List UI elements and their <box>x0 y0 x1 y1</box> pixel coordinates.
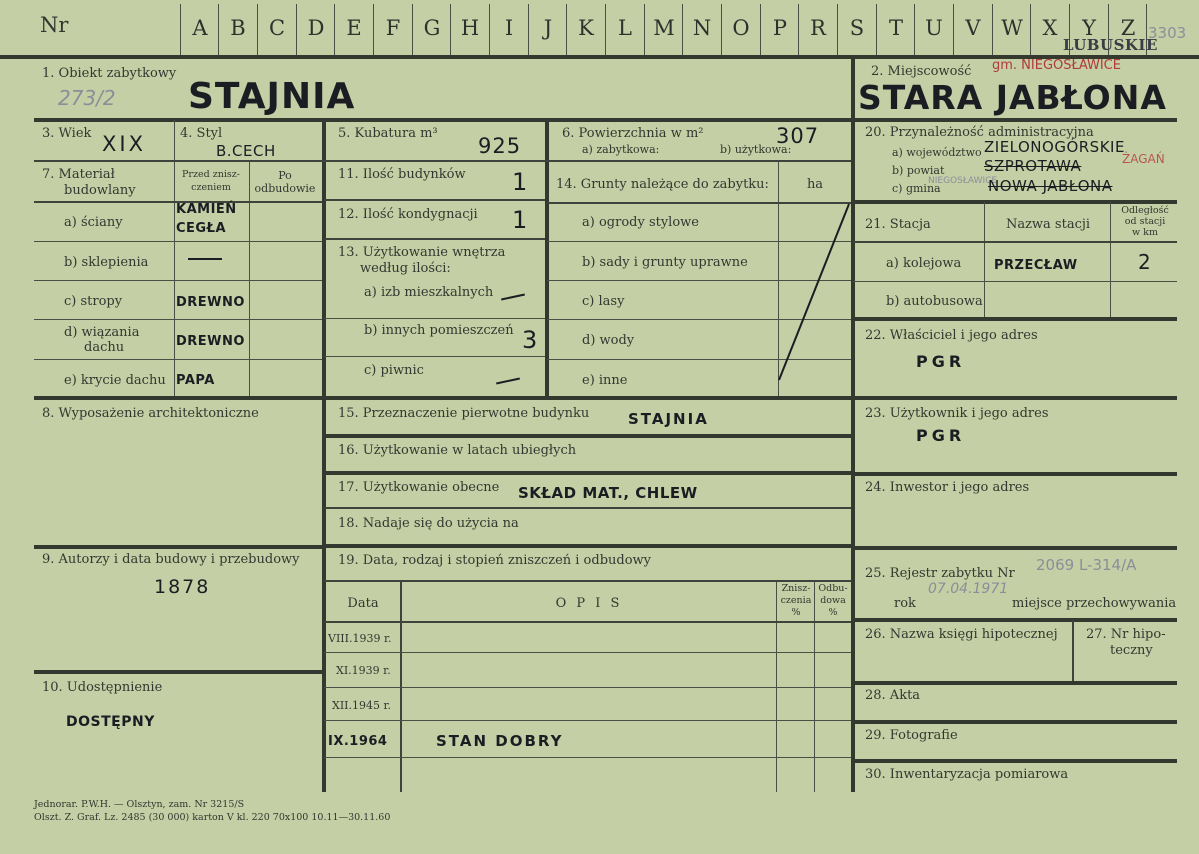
letter-divider <box>992 4 993 56</box>
autobusowa-label: b) autobusowa <box>886 294 983 309</box>
letter-n: N <box>692 16 712 40</box>
letter-s: S <box>849 16 865 40</box>
letter-divider <box>257 4 258 56</box>
letter-i: I <box>504 16 514 40</box>
rejestr-label: 25. Rejestr zabytku Nr <box>865 566 1015 581</box>
letter-divider <box>489 4 490 56</box>
letter-divider <box>218 4 219 56</box>
zniszczenia-col-odbud-2: dowa <box>820 595 846 606</box>
gmina-label: c) gmina <box>892 182 941 195</box>
letter-y: Y <box>1082 16 1096 40</box>
material-wiazania-before: DREWNO <box>176 334 245 349</box>
letter-z: Z <box>1120 16 1136 40</box>
material-sklepienia-before <box>188 258 222 260</box>
rejestr-rok-label: rok <box>894 596 916 611</box>
material-col-before-1: Przed znisz- <box>182 169 240 180</box>
wlasciciel-value: PGR <box>916 352 966 371</box>
grunty-row-sady: b) sady i grunty uprawne <box>582 255 748 270</box>
hipoteka-label-2: teczny <box>1110 643 1153 658</box>
material-row-stropy: c) stropy <box>64 294 123 309</box>
left-column-divider <box>322 120 326 792</box>
letter-j: J <box>543 16 553 40</box>
kolejowa-label: a) kolejowa <box>886 256 962 271</box>
letter-divider <box>876 4 877 56</box>
powierzchnia-label: 6. Powierzchnia w m² <box>562 126 704 141</box>
grunty-label: 14. Grunty należące do zabytku: <box>556 177 769 192</box>
material-col-after-1: Po <box>278 169 292 182</box>
zniszczenia-row-4-date: IX.1964 <box>328 734 388 749</box>
obiekt-pencil-number: 273/2 <box>58 86 116 110</box>
udostepnienie-label: 10. Udostępnienie <box>42 680 163 695</box>
wlasciciel-label: 22. Właściciel i jego adres <box>865 328 1038 343</box>
letter-p: P <box>772 16 788 40</box>
obecne-label: 17. Użytkowanie obecne <box>338 480 500 495</box>
letter-l: L <box>618 16 632 40</box>
wyposazenie-label: 8. Wyposażenie architektoniczne <box>42 406 259 421</box>
powiat-value: SZPROTAWA <box>984 157 1082 175</box>
letter-divider <box>721 4 722 56</box>
zniszczenia-col-opis: O P I S <box>555 596 623 611</box>
zniszczenia-row-2-date: XI.1939 r. <box>336 664 391 677</box>
fotografie-label: 29. Fotografie <box>865 728 958 743</box>
autorzy-label: 9. Autorzy i data budowy i przebudowy <box>42 552 300 567</box>
izb-mieszkalnych-label: a) izb mieszkalnych <box>364 285 494 300</box>
gmina-pencil-note: NIEGOSŁAWICE <box>928 176 998 186</box>
kolejowa-distance: 2 <box>1138 250 1152 274</box>
material-scianki-before-2: CEGŁA <box>176 221 226 236</box>
rejestr-rok-value: 07.04.1971 <box>928 581 1009 597</box>
letter-d: D <box>307 16 325 40</box>
kondygnacje-value: 1 <box>512 206 529 234</box>
letter-b: B <box>230 16 246 40</box>
kondygnacje-label: 12. Ilość kondygnacji <box>338 207 478 222</box>
uzytkownik-value: PGR <box>916 426 966 445</box>
zniszczenia-col-znisz-pct: % <box>791 607 801 618</box>
material-label-1: 7. Materiał <box>42 167 115 182</box>
kubatura-label: 5. Kubatura m³ <box>338 126 438 141</box>
powierzchnia-a-label: a) zabytkowa: <box>582 143 660 156</box>
hipoteka-label-1: 27. Nr hipo- <box>1086 627 1166 642</box>
letter-divider <box>837 4 838 56</box>
letter-divider <box>644 4 645 56</box>
obiekt-label: 1. Obiekt zabytkowy <box>42 66 177 81</box>
material-label-2: budowlany <box>64 183 136 198</box>
budynki-label: 11. Ilość budynków <box>338 167 466 182</box>
letter-divider <box>953 4 954 56</box>
budynki-value: 1 <box>512 168 529 196</box>
innych-pomieszczen-value: 3 <box>522 326 539 354</box>
material-stropy-before: DREWNO <box>176 295 245 310</box>
powierzchnia-b-label: b) użytkowa: <box>720 143 792 156</box>
styl-label: 4. Styl <box>180 126 223 141</box>
kolejowa-value: PRZECŁAW <box>994 258 1078 273</box>
nr-label: Nr <box>40 13 69 37</box>
przeznaczenie-label: 15. Przeznaczenie pierwotne budynku <box>338 406 590 421</box>
miejscowosc-red-note: gm. NIEGOSŁAWICE <box>992 58 1121 73</box>
letter-o: O <box>732 16 750 40</box>
letter-c: C <box>268 16 286 40</box>
corner-pencil-note: 3303 <box>1148 24 1187 42</box>
region-stamp: LUBUSKIE <box>1063 36 1158 54</box>
letter-divider <box>682 4 683 56</box>
material-scianki-before: KAMIEŃ <box>176 202 237 217</box>
wojewodztwo-label: a) województwo <box>892 146 982 159</box>
grunty-row-inne: e) inne <box>582 373 628 388</box>
letter-divider <box>180 4 181 56</box>
material-row-krycie: e) krycie dachu <box>64 373 166 388</box>
letter-divider <box>296 4 297 56</box>
powiat-red-note: ŻAGAŃ <box>1122 152 1165 166</box>
material-col-after-2: odbudowie <box>254 182 316 195</box>
miejscowosc-label: 2. Miejscowość <box>871 64 972 79</box>
letter-k: K <box>578 16 594 40</box>
stacja-col-dist-3: w km <box>1132 227 1158 238</box>
akta-label: 28. Akta <box>865 688 921 703</box>
letter-f: F <box>385 16 401 40</box>
piwnic-label: c) piwnic <box>364 363 424 378</box>
inwentaryzacja-label: 30. Inwentaryzacja pomiarowa <box>865 767 1069 782</box>
letter-e: E <box>346 16 362 40</box>
letter-divider <box>412 4 413 56</box>
material-col-before-2: czeniem <box>191 182 231 193</box>
letter-x: X <box>1042 16 1058 40</box>
letter-divider <box>450 4 451 56</box>
letter-divider <box>566 4 567 56</box>
material-row-scianki: a) ściany <box>64 215 123 230</box>
letter-h: H <box>460 16 480 40</box>
letter-divider <box>528 4 529 56</box>
grunty-strike-line <box>775 200 855 384</box>
letter-divider <box>1030 4 1031 56</box>
letter-a: A <box>192 16 208 40</box>
letter-w: W <box>1001 16 1023 40</box>
upper-block-rule <box>34 396 1177 400</box>
rejestr-nr-value: 2069 L-314/A <box>1036 556 1137 574</box>
row1-rule <box>34 118 1177 122</box>
letter-u: U <box>925 16 943 40</box>
stacja-label: 21. Stacja <box>865 217 931 232</box>
izb-mieszkalnych-value <box>501 294 525 301</box>
obiekt-value: STAJNIA <box>188 76 356 117</box>
zniszczenia-row-4-opis: STAN DOBRY <box>436 732 564 750</box>
letter-divider <box>914 4 915 56</box>
letter-g: G <box>423 16 441 40</box>
material-row-sklepienia: b) sklepienia <box>64 255 149 270</box>
innych-pomieszczen-label: b) innych pomieszczeń <box>364 323 514 338</box>
material-krycie-before: PAPA <box>176 373 215 388</box>
zniszczenia-row-3-date: XII.1945 r. <box>332 699 392 712</box>
material-row-wiazania-2: dachu <box>84 340 125 355</box>
uzytkownik-label: 23. Użytkownik i jego adres <box>865 406 1049 421</box>
udostepnienie-value: DOSTĘPNY <box>66 714 155 730</box>
zniszczenia-col-znisz-2: czenia <box>780 595 812 606</box>
inwestor-label: 24. Inwestor i jego adres <box>865 480 1030 495</box>
zniszczenia-col-odbud-pct: % <box>828 607 838 618</box>
powiat-label: b) powiat <box>892 164 945 177</box>
wojewodztwo-value: ZIELONOGÓRSKIE <box>984 138 1125 156</box>
stacja-col-dist-2: od stacji <box>1124 216 1166 227</box>
letter-divider <box>605 4 606 56</box>
uzytkowanie-wnetrza-label-1: 13. Użytkowanie wnętrza <box>338 245 506 260</box>
kubatura-value: 925 <box>478 134 522 158</box>
nadaje-label: 18. Nadaje się do użycia na <box>338 516 519 531</box>
gmina-value: NOWA JABŁONA <box>988 177 1113 195</box>
grunty-row-lasy: c) lasy <box>582 294 625 309</box>
uzytkowanie-wnetrza-label-2: według ilości: <box>360 261 451 276</box>
grunty-unit: ha <box>806 177 824 192</box>
material-row-wiazania: d) wiązania <box>64 325 140 340</box>
miejscowosc-value: STARA JABŁONA <box>858 78 1167 117</box>
footer-print-line-2: Olszt. Z. Graf. Lz. 2485 (30 000) karton V kl. 220 70x100 10.11—30.11.60 <box>34 812 391 823</box>
przeznaczenie-value: STAJNIA <box>628 410 709 428</box>
autorzy-value: 1878 <box>154 576 211 598</box>
stacja-col-dist-1: Odległość <box>1121 205 1169 216</box>
powierzchnia-value: 307 <box>776 124 820 148</box>
zniszczenia-label: 19. Data, rodzaj i stopień zniszczeń i odbudowy <box>338 553 652 568</box>
obecne-value: SKŁAD MAT., CHLEW <box>518 484 698 502</box>
piwnic-value <box>496 378 520 385</box>
letter-r: R <box>810 16 826 40</box>
rejestr-miejsce-label: miejsce przechowywania <box>1012 596 1177 611</box>
letter-t: T <box>888 16 903 40</box>
zniszczenia-col-odbud-1: Odbu- <box>818 583 848 594</box>
wiek-value: XIX <box>102 132 146 156</box>
zniszczenia-col-data: Data <box>347 596 379 611</box>
lata-ubiegle-label: 16. Użytkowanie w latach ubiegłych <box>338 443 577 458</box>
zniszczenia-col-znisz-1: Znisz- <box>781 583 811 594</box>
ksiega-label: 26. Nazwa księgi hipotecznej <box>865 627 1058 642</box>
grunty-row-ogrody: a) ogrody stylowe <box>582 215 699 230</box>
zniszczenia-row-1-date: VIII.1939 r. <box>328 632 392 645</box>
footer-print-line-1: Jednorar. P.W.H. — Olsztyn, zam. Nr 3215/S <box>34 799 245 810</box>
letter-divider <box>760 4 761 56</box>
letter-divider <box>373 4 374 56</box>
stacja-col-name: Nazwa stacji <box>1005 217 1091 232</box>
grunty-row-wody: d) wody <box>582 333 635 348</box>
letter-v: V <box>965 16 981 40</box>
letter-divider <box>334 4 335 56</box>
styl-value: B.CECH <box>216 142 276 160</box>
letter-divider <box>798 4 799 56</box>
wiek-label: 3. Wiek <box>42 126 92 141</box>
przynaleznosc-label: 20. Przynależność administracyjna <box>865 125 1094 140</box>
letter-m: M <box>653 16 675 40</box>
